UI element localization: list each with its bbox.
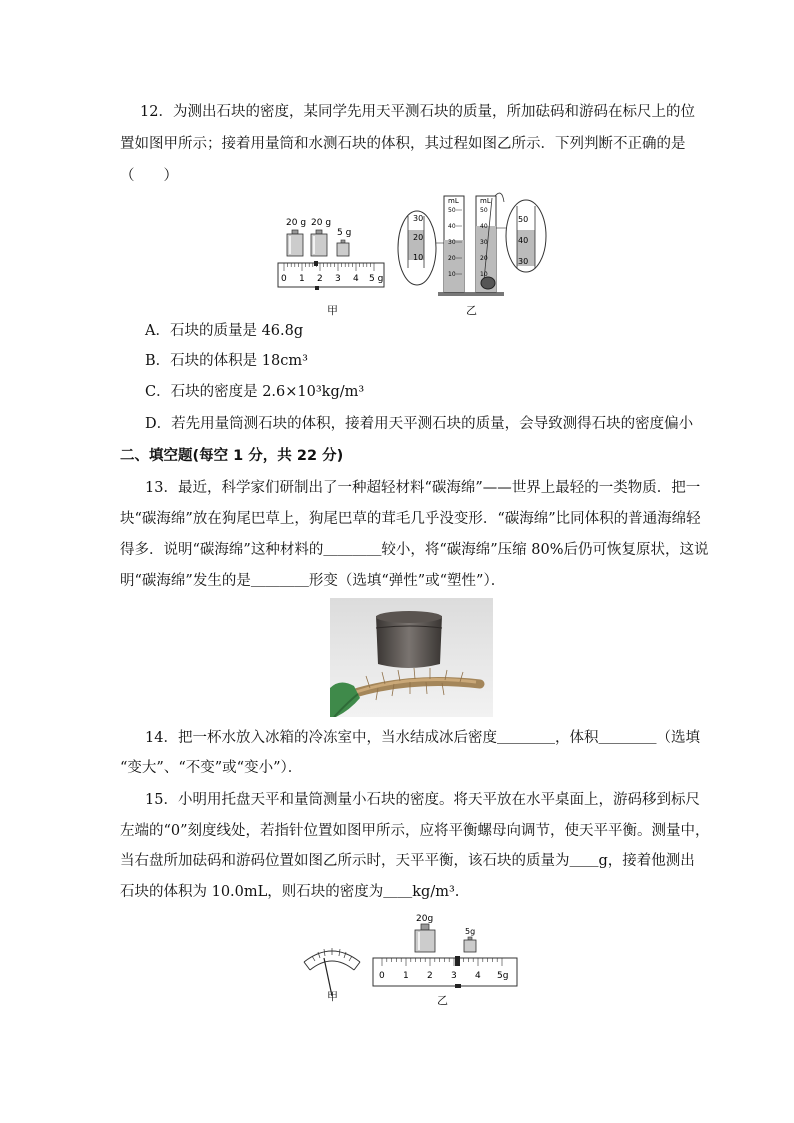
rider-marker bbox=[314, 261, 318, 266]
q15-line-2: 左端的“0”刻度线处，若指针位置如图甲所示，应将平衡螺母向调节，使天平平衡。测量中， bbox=[120, 823, 710, 839]
scale-tick-label: 0 bbox=[281, 274, 287, 284]
q12-line-2: 置如图甲所示；接着用量筒和水测石块的体积，其过程如图乙所示．下列判断不正确的是 bbox=[120, 136, 686, 152]
unit-label: mL bbox=[448, 197, 459, 205]
weight-label: 20 g bbox=[311, 218, 332, 228]
q12-caption-jia: 甲 bbox=[327, 304, 338, 317]
cylinder-tick-label: 40 bbox=[480, 223, 488, 230]
q15-caption-yi: 乙 bbox=[437, 994, 448, 1007]
zoom-tick-label: 30 bbox=[518, 257, 529, 266]
q15-line-4: 石块的体积为 10.0mL，则石块的密度为＿＿kg/m³. bbox=[120, 884, 460, 900]
q15-balance-scale-figure bbox=[370, 908, 520, 990]
scale-tick-label: 5 g bbox=[369, 274, 384, 284]
scale-tick-label: 4 bbox=[475, 971, 481, 981]
cylinder-tick-label: 30 bbox=[448, 239, 456, 246]
q12-line-1: 12．为测出石块的密度，某同学先用天平测石块的质量，所加砝码和游码在标尺上的位 bbox=[140, 104, 695, 120]
scale-tick-label: 2 bbox=[317, 274, 323, 284]
q13-line-4: 明“碳海绵”发生的是＿＿＿＿形变（选填“弹性”或“塑性”）． bbox=[120, 573, 506, 589]
unit-label: mL bbox=[480, 197, 491, 205]
weight-label: 5g bbox=[465, 927, 476, 936]
cylinder-tick-label: 10 bbox=[448, 271, 456, 278]
q13-line-1: 13．最近，科学家们研制出了一种超轻材料“碳海绵”——世界上最轻的一类物质．把一 bbox=[145, 480, 701, 496]
rider-marker bbox=[455, 956, 460, 966]
q14-line-1: 14．把一杯水放入冰箱的冷冻室中，当水结成冰后密度＿＿＿＿，体积＿＿＿＿（选填 bbox=[145, 730, 700, 746]
cylinder-tick-label: 20 bbox=[448, 255, 456, 262]
scale-tick-label: 1 bbox=[299, 274, 305, 284]
cylinder-tick-label: 40 bbox=[448, 223, 456, 230]
zoom-tick-label: 30 bbox=[413, 214, 424, 223]
zoom-tick-label: 50 bbox=[518, 215, 529, 224]
q12-option-a: A．石块的质量是 46.8g bbox=[145, 323, 304, 339]
cylinder-tick-label: 50 bbox=[448, 207, 456, 214]
q13-line-3: 得多．说明“碳海绵”这种材料的＿＿＿＿较小，将“碳海绵”压缩 80%后仍可恢复原状，这说 bbox=[120, 542, 709, 558]
q12-caption-yi: 乙 bbox=[466, 304, 477, 317]
weight-label: 20g bbox=[416, 914, 434, 924]
weight-label: 5 g bbox=[337, 228, 352, 238]
zoom-tick-label: 20 bbox=[413, 233, 424, 242]
scale-tick-label: 1 bbox=[403, 971, 409, 981]
scale-tick-label: 5g bbox=[497, 971, 509, 981]
q12-option-d: D．若先用量筒测石块的体积，接着用天平测石块的质量，会导致测得石块的密度偏小 bbox=[145, 416, 694, 432]
scale-tick-label: 3 bbox=[451, 971, 457, 981]
q14-line-2: “变大”、“不变”或“变小”）． bbox=[120, 760, 303, 776]
q15-line-3: 当右盘所加砝码和游码位置如图乙所示时，天平平衡，该石块的质量为＿＿g，接着他测出 bbox=[120, 853, 695, 869]
scale-tick-label: 0 bbox=[379, 971, 385, 981]
cylinder-tick-label: 20 bbox=[480, 255, 488, 262]
q12-measuring-cylinder-figure bbox=[396, 188, 552, 300]
q12-line-3: （ ） bbox=[120, 168, 178, 184]
q13-line-2: 块“碳海绵”放在狗尾巴草上，狗尾巴草的茸毛几乎没变形．“碳海绵”比同体积的普通海绵轻 bbox=[120, 511, 701, 527]
cylinder-tick-label: 50 bbox=[480, 207, 488, 214]
section-heading: 二、填空题(每空 1 分，共 22 分) bbox=[120, 448, 344, 464]
q15-line-1: 15．小明用托盘天平和量筒测量小石块的密度。将天平放在水平桌面上，游码移到标尺 bbox=[145, 792, 700, 808]
zoom-tick-label: 40 bbox=[518, 236, 529, 245]
cylinder-tick-label: 30 bbox=[480, 239, 488, 246]
q12-option-c: C．石块的密度是 2.6×10³kg/m³ bbox=[145, 384, 365, 400]
cylinder-tick-label: 10 bbox=[480, 271, 488, 278]
carbon-sponge-photo bbox=[330, 598, 493, 717]
scale-tick-label: 4 bbox=[353, 274, 359, 284]
weight-label: 20 g bbox=[286, 218, 307, 228]
zoom-tick-label: 10 bbox=[413, 253, 424, 262]
q15-caption-jia: 甲 bbox=[327, 990, 338, 1003]
scale-tick-label: 3 bbox=[335, 274, 341, 284]
scale-tick-label: 2 bbox=[427, 971, 433, 981]
q12-balance-scale-figure bbox=[276, 208, 388, 300]
q12-option-b: B．石块的体积是 18cm³ bbox=[145, 353, 308, 369]
